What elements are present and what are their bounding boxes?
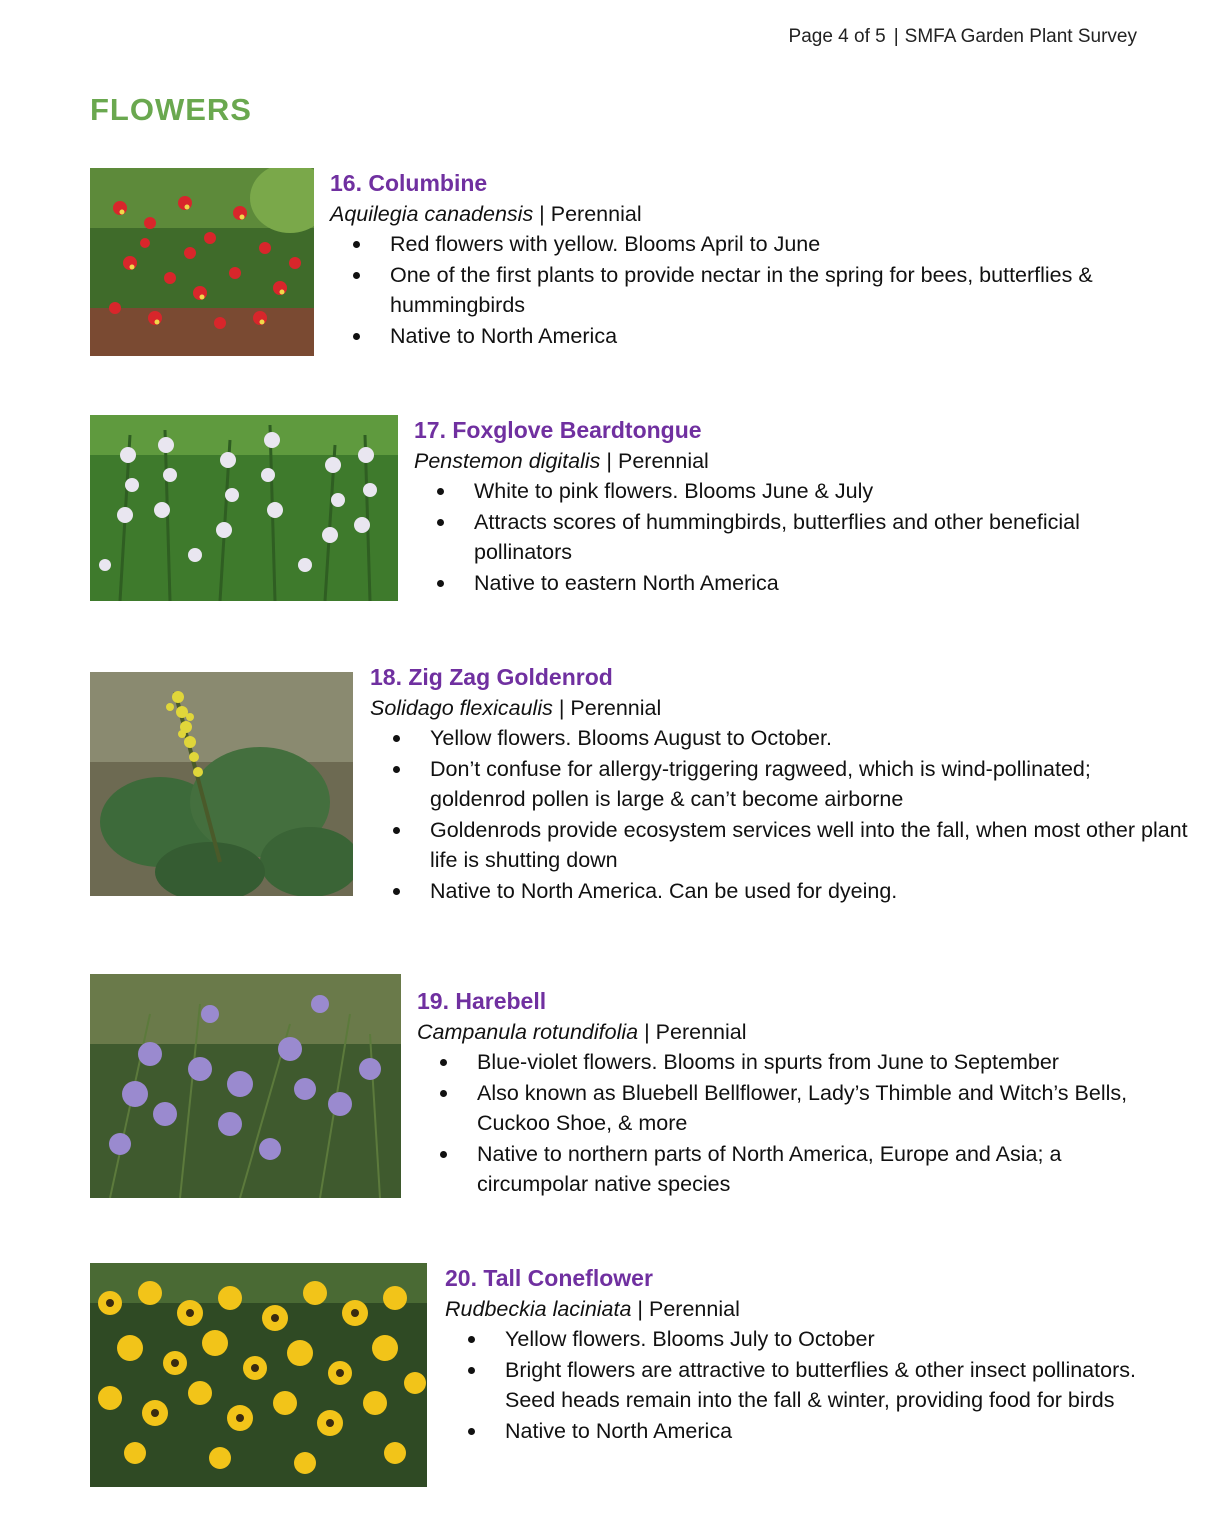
bullet-icon xyxy=(393,888,400,895)
fact-text: Blue-violet flowers. Blooms in spurts from June to September xyxy=(477,1050,1059,1074)
bullet-icon xyxy=(440,1059,447,1066)
scientific-name: Rudbeckia laciniata xyxy=(445,1297,632,1321)
scientific-line: Campanula rotundifolia | Perennial xyxy=(417,1020,747,1044)
fact-text: Bright flowers are attractive to butterflies & other insect pollinators. Seed heads remain into the fall & winter, providing food for birds xyxy=(505,1357,1136,1412)
fact-text: Yellow flowers. Blooms August to October. xyxy=(430,726,832,750)
bullet-icon xyxy=(353,333,360,340)
header-separator: | xyxy=(893,26,899,47)
plant-name: 19. Harebell xyxy=(417,988,547,1014)
bullet-icon xyxy=(393,735,400,742)
scientific-name: Solidago flexicaulis xyxy=(370,696,553,720)
fact-item xyxy=(417,1139,1147,1200)
scientific-name: Penstemon digitalis xyxy=(414,449,601,473)
fact-text: Native to eastern North America xyxy=(474,570,779,595)
bullet-icon xyxy=(440,1151,447,1158)
fact-item xyxy=(330,260,1120,321)
fact-item xyxy=(370,754,1190,815)
fact-list xyxy=(370,723,1190,906)
fact-item xyxy=(414,568,1134,599)
plant-type: Perennial xyxy=(617,449,709,473)
plant-type: Perennial xyxy=(649,1297,740,1321)
document-title: SMFA Garden Plant Survey xyxy=(904,26,1137,47)
bullet-icon xyxy=(393,827,400,834)
plant-info xyxy=(445,1263,1165,1446)
fact-item xyxy=(370,723,1190,754)
page-header xyxy=(789,26,1137,48)
plant-name: 16. Columbine xyxy=(330,170,488,196)
fact-list xyxy=(445,1324,1165,1446)
scientific-line: Solidago flexicaulis | Perennial xyxy=(370,696,662,720)
fact-text: Yellow flowers. Blooms July to October xyxy=(505,1327,875,1351)
fact-text: Also known as Bluebell Bellflower, Lady’s Thimble and Witch’s Bells, Cuckoo Shoe, & more xyxy=(477,1080,1128,1135)
fact-text: Don’t confuse for allergy-triggering ragweed, which is wind-pollinated; goldenrod pollen is large & can’t become airborne xyxy=(430,756,1091,811)
columbine-photo xyxy=(90,168,314,356)
bullet-icon xyxy=(468,1428,475,1435)
scientific-line: Aquilegia canadensis | Perennial xyxy=(330,202,642,226)
fact-text: Goldenrods provide ecosystem services well into the fall, when most other plant life is shutting down xyxy=(430,817,1188,872)
fact-item xyxy=(445,1324,1165,1355)
fact-text: Native to North America xyxy=(505,1418,733,1443)
fact-list xyxy=(417,1047,1147,1200)
plant-name: 17. Foxglove Beardtongue xyxy=(414,417,702,443)
fact-item xyxy=(370,815,1190,876)
page-number: Page 4 of 5 xyxy=(788,26,886,47)
bullet-icon xyxy=(437,519,444,526)
bullet-icon xyxy=(393,766,400,773)
fact-list xyxy=(414,476,1134,598)
bullet-icon xyxy=(468,1336,475,1343)
bullet-icon xyxy=(440,1090,447,1097)
bullet-icon xyxy=(468,1367,475,1374)
fact-item xyxy=(414,507,1134,568)
fact-item xyxy=(330,229,1120,260)
fact-text: One of the first plants to provide nectar in the spring for bees, butterflies & hummingbirds xyxy=(390,262,1093,317)
tall-coneflower-photo xyxy=(90,1263,427,1487)
scientific-line: Rudbeckia laciniata | Perennial xyxy=(445,1297,740,1321)
plant-info xyxy=(370,662,1190,906)
plant-info xyxy=(417,986,1147,1200)
fact-item xyxy=(330,321,1120,352)
plant-type: Perennial xyxy=(570,696,662,720)
scientific-line: Penstemon digitalis | Perennial xyxy=(414,449,709,473)
fact-item xyxy=(445,1416,1165,1447)
bullet-icon xyxy=(353,272,360,279)
bullet-icon xyxy=(437,488,444,495)
plant-name: 18. Zig Zag Goldenrod xyxy=(370,664,613,690)
scientific-name: Aquilegia canadensis xyxy=(330,202,534,226)
fact-item xyxy=(417,1078,1147,1139)
harebell-photo xyxy=(90,974,401,1198)
fact-item xyxy=(445,1355,1165,1416)
bullet-icon xyxy=(353,241,360,248)
fact-item xyxy=(370,876,1190,907)
plant-info xyxy=(330,168,1120,351)
bullet-icon xyxy=(437,580,444,587)
plant-name: 20. Tall Coneflower xyxy=(445,1265,653,1291)
plant-info xyxy=(414,415,1134,598)
foxglove-beardtongue-photo xyxy=(90,415,398,601)
fact-text: Attracts scores of hummingbirds, butterflies and other beneficial pollinators xyxy=(474,509,1080,564)
section-title: FLOWERS xyxy=(90,92,252,127)
zig-zag-goldenrod-photo xyxy=(90,672,353,896)
plant-type: Perennial xyxy=(655,1020,747,1044)
fact-item xyxy=(414,476,1134,507)
fact-text: Native to North America. Can be used for dyeing. xyxy=(430,878,898,903)
fact-item xyxy=(417,1047,1147,1078)
scientific-name: Campanula rotundifolia xyxy=(417,1020,639,1044)
fact-text: Red flowers with yellow. Blooms April to June xyxy=(390,232,821,256)
fact-text: Native to North America xyxy=(390,323,618,348)
fact-text: White to pink flowers. Blooms June & July xyxy=(474,479,874,503)
fact-list xyxy=(330,229,1120,351)
fact-text: Native to northern parts of North America, Europe and Asia; a circumpolar native species xyxy=(477,1141,1062,1196)
plant-type: Perennial xyxy=(550,202,642,226)
